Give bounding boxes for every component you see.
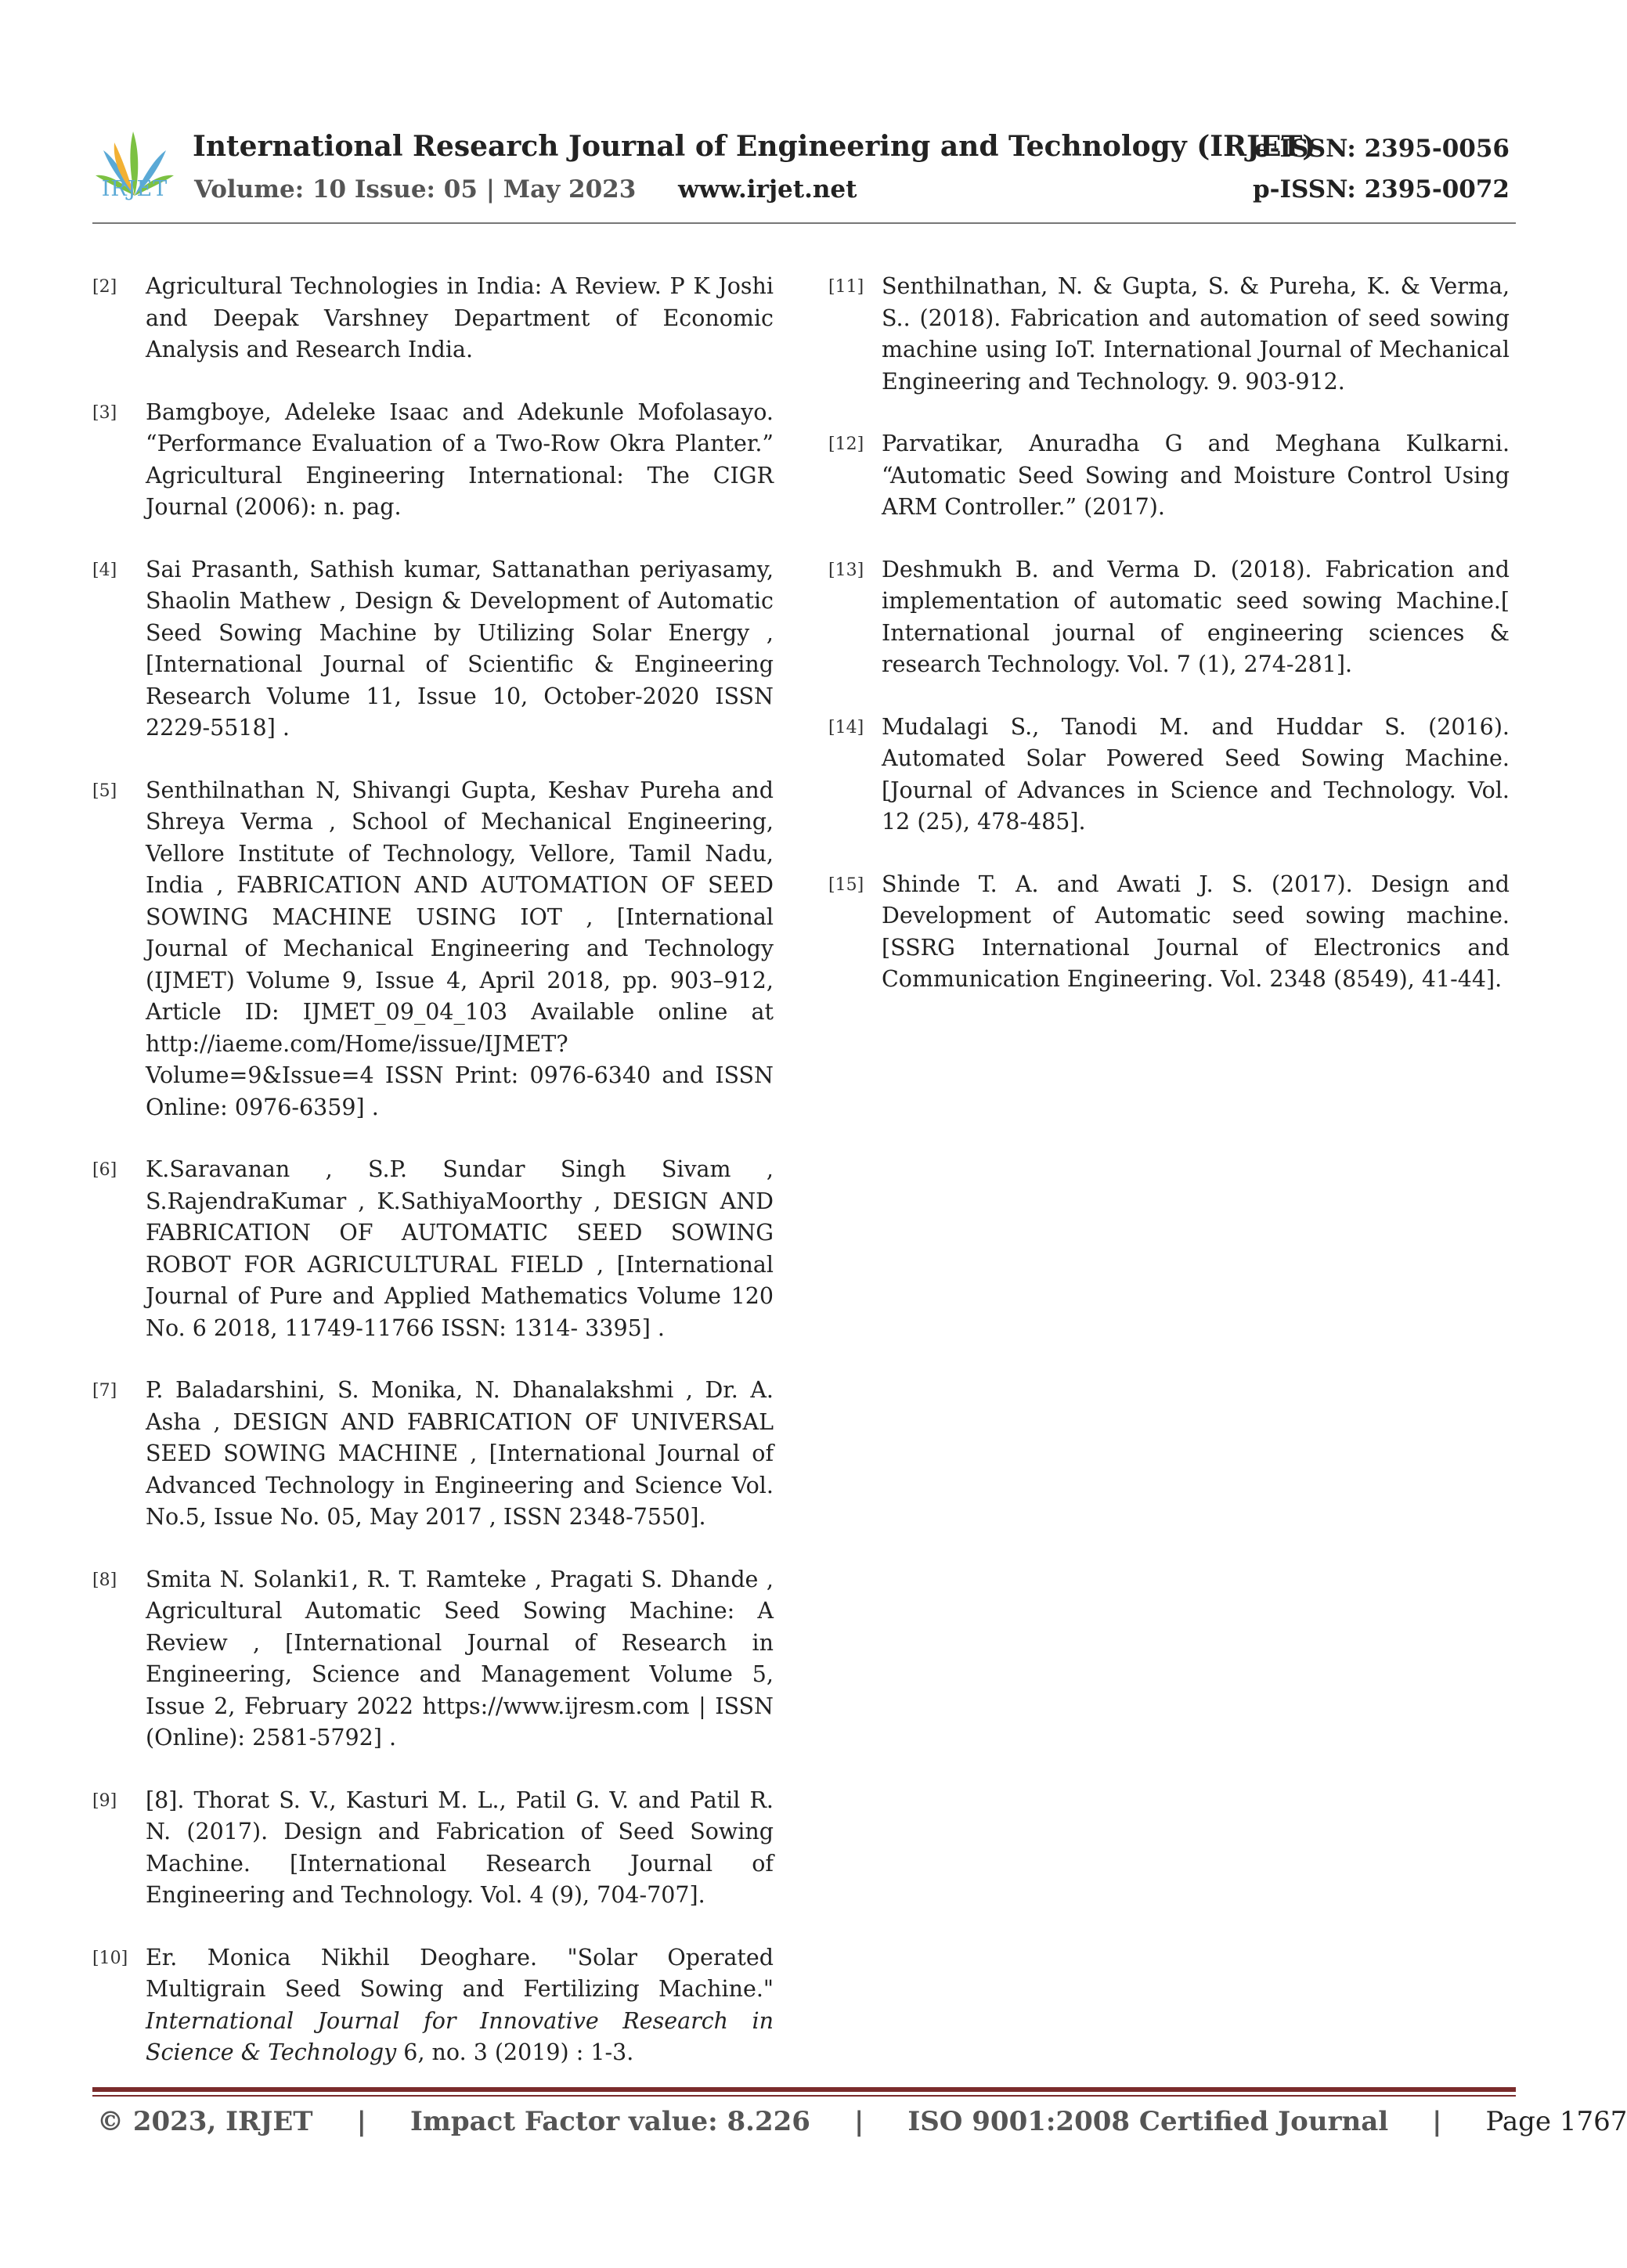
reference-item xyxy=(92,1154,774,1344)
reference-item xyxy=(92,775,774,1124)
reference-item xyxy=(828,554,1510,681)
reference-text: Sai Prasanth, Sathish kumar, Sattanathan periyasamy, Shaolin Mathew , Design & Development of Automatic Seed Sowing Machine by Utilizing Solar Energy , [International Journal of Scientific & Engineering Research Volume 11, Issue 10, October-2020 ISSN 2229-5518] . xyxy=(146,556,774,741)
reference-number: [11] xyxy=(828,277,864,297)
reference-number: [10] xyxy=(92,1948,128,1968)
reference-number: [13] xyxy=(828,560,864,580)
reference-text xyxy=(146,1942,774,2069)
references-left-column xyxy=(92,271,774,2100)
reference-text: K.Saravanan , S.P. Sundar Singh Sivam , S.RajendraKumar , K.SathiyaMoorthy , DESIGN AND FABRICATION OF AUTOMATIC SEED SOWING ROBOT FOR AGRICULTURAL FIELD , [International Journal of Pure and Applied Mathematics Volume 120 No. 6 2018, 11749-11766 ISSN: 1314- 3395] . xyxy=(146,1156,774,1341)
references-right-column xyxy=(828,271,1510,1026)
footer-copyright: © 2023, IRJET xyxy=(97,2106,313,2137)
reference-item xyxy=(92,1942,774,2069)
reference-item xyxy=(92,1564,774,1754)
footer-impact-factor: Impact Factor value: 8.226 xyxy=(409,2106,810,2137)
page-footer xyxy=(97,2106,1627,2137)
footer-separator: | xyxy=(356,2106,366,2137)
reference-item xyxy=(92,397,774,524)
reference-number: [12] xyxy=(828,434,864,454)
reference-number: [4] xyxy=(92,560,117,580)
reference-text: Bamgboye, Adeleke Isaac and Adekunle Mofolasayo. “Performance Evaluation of a Two-Row Okra Planter.” Agricultural Engineering International: The CIGR Journal (2006): n. pag. xyxy=(146,398,774,520)
footer-divider-thick xyxy=(92,2087,1516,2092)
reference-number: [6] xyxy=(92,1160,117,1180)
reference-text: Shinde T. A. and Awati J. S. (2017). Design and Development of Automatic seed sowing machine. [SSRG International Journal of Electronics and Communication Engineering. Vol. 2348 (8549), 41-44]. xyxy=(882,871,1510,992)
logo-text: IRJET xyxy=(101,177,168,201)
journal-website-link[interactable]: www.irjet.net xyxy=(678,175,857,204)
footer-separator: | xyxy=(853,2106,864,2137)
reference-text: Parvatikar, Anuradha G and Meghana Kulkarni. “Automatic Seed Sowing and Moisture Control Using ARM Controller.” (2017). xyxy=(882,431,1510,520)
reference-number: [7] xyxy=(92,1381,117,1401)
journal-title: International Research Journal of Engineering and Technology (IRJET) xyxy=(193,130,1316,163)
footer-iso-certification: ISO 9001:2008 Certified Journal xyxy=(907,2106,1389,2137)
reference-text: Mudalagi S., Tanodi M. and Huddar S. (2016). Automated Solar Powered Seed Sowing Machine. [Journal of Advances in Science and Technology. Vol. 12 (25), 478-485]. xyxy=(882,713,1510,835)
reference-text: Deshmukh B. and Verma D. (2018). Fabrication and implementation of automatic seed sowing Machine.[ International journal of engineering sciences & research Technology. Vol. 7 (1), 274-281]. xyxy=(882,556,1510,677)
reference-number: [15] xyxy=(828,874,864,895)
reference-item xyxy=(828,712,1510,838)
reference-item xyxy=(92,271,774,366)
reference-number: [8] xyxy=(92,1570,117,1590)
reference-item xyxy=(92,554,774,745)
reference-number: [9] xyxy=(92,1790,117,1811)
reference-number: [2] xyxy=(92,277,117,297)
reference-number: [14] xyxy=(828,717,864,737)
reference-text: Senthilnathan N, Shivangi Gupta, Keshav Pureha and Shreya Verma , School of Mechanical Engineering, Vellore Institute of Technology, Vellore, Tamil Nadu, India , FABRICATION AND AUTOMATION OF SEED SOWING MACHINE USING IOT , [International Journal of Mechanical Engineering and Technology (IJMET) Volume 9, Issue 4, April 2018, pp. 903–912, Article ID: IJMET_09_04_103 Available online at http://iaeme.com/Home/issue/IJMET?Volume=9&Issue=4 ISSN Print: 0976-6340 and ISSN Online: 0976-6359] . xyxy=(146,777,774,1120)
reference-text: Senthilnathan, N. & Gupta, S. & Pureha, K. & Verma, S.. (2018). Fabrication and automation of seed sowing machine using IoT. International Journal of Mechanical Engineering and Technology. 9. 903-912. xyxy=(882,273,1510,395)
reference-journal-italic: International Journal for Innovative Research in Science & Technology xyxy=(146,2007,774,2065)
p-issn: p-ISSN: 2395-0072 xyxy=(1252,175,1510,204)
reference-text: Smita N. Solanki1, R. T. Ramteke , Pragati S. Dhande , Agricultural Automatic Seed Sowing Machine: A Review , [International Journal of Research in Engineering, Science and Management Volume 5, Issue 2, February 2022 https://www.ijresm.com | ISSN (Online): 2581-5792] . xyxy=(146,1566,774,1751)
volume-issue: Volume: 10 Issue: 05 | May 2023 xyxy=(194,175,637,204)
reference-item xyxy=(828,271,1510,398)
reference-number: [3] xyxy=(92,402,117,423)
reference-number: [5] xyxy=(92,781,117,801)
footer-divider-thin xyxy=(92,2095,1516,2097)
header-divider xyxy=(92,222,1516,224)
reference-text-part: Er. Monica Nikhil Deoghare. "Solar Operated Multigrain Seed Sowing and Fertilizing Machine." xyxy=(146,1944,774,2002)
footer-separator: | xyxy=(1432,2106,1442,2137)
reference-item xyxy=(92,1375,774,1534)
e-issn: e-ISSN: 2395-0056 xyxy=(1254,135,1510,163)
reference-text: P. Baladarshini, S. Monika, N. Dhanalakshmi , Dr. A. Asha , DESIGN AND FABRICATION OF UNIVERSAL SEED SOWING MACHINE , [International Journal of Advanced Technology in Engineering and Science Vol. No.5, Issue No. 05, May 2017 , ISSN 2348-7550]. xyxy=(146,1377,774,1530)
reference-text-part: 6, no. 3 (2019) : 1-3. xyxy=(396,2039,634,2065)
reference-text: Agricultural Technologies in India: A Review. P K Joshi and Deepak Varshney Department of Economic Analysis and Research India. xyxy=(146,273,774,362)
reference-item xyxy=(92,1785,774,1912)
reference-item xyxy=(828,428,1510,524)
footer-page-number: Page 1767 xyxy=(1485,2106,1627,2137)
reference-item xyxy=(828,869,1510,996)
reference-text: [8]. Thorat S. V., Kasturi M. L., Patil G. V. and Patil R. N. (2017). Design and Fabrication of Seed Sowing Machine. [International Research Journal of Engineering and Technology. Vol. 4 (9), 704-707]. xyxy=(146,1787,774,1908)
